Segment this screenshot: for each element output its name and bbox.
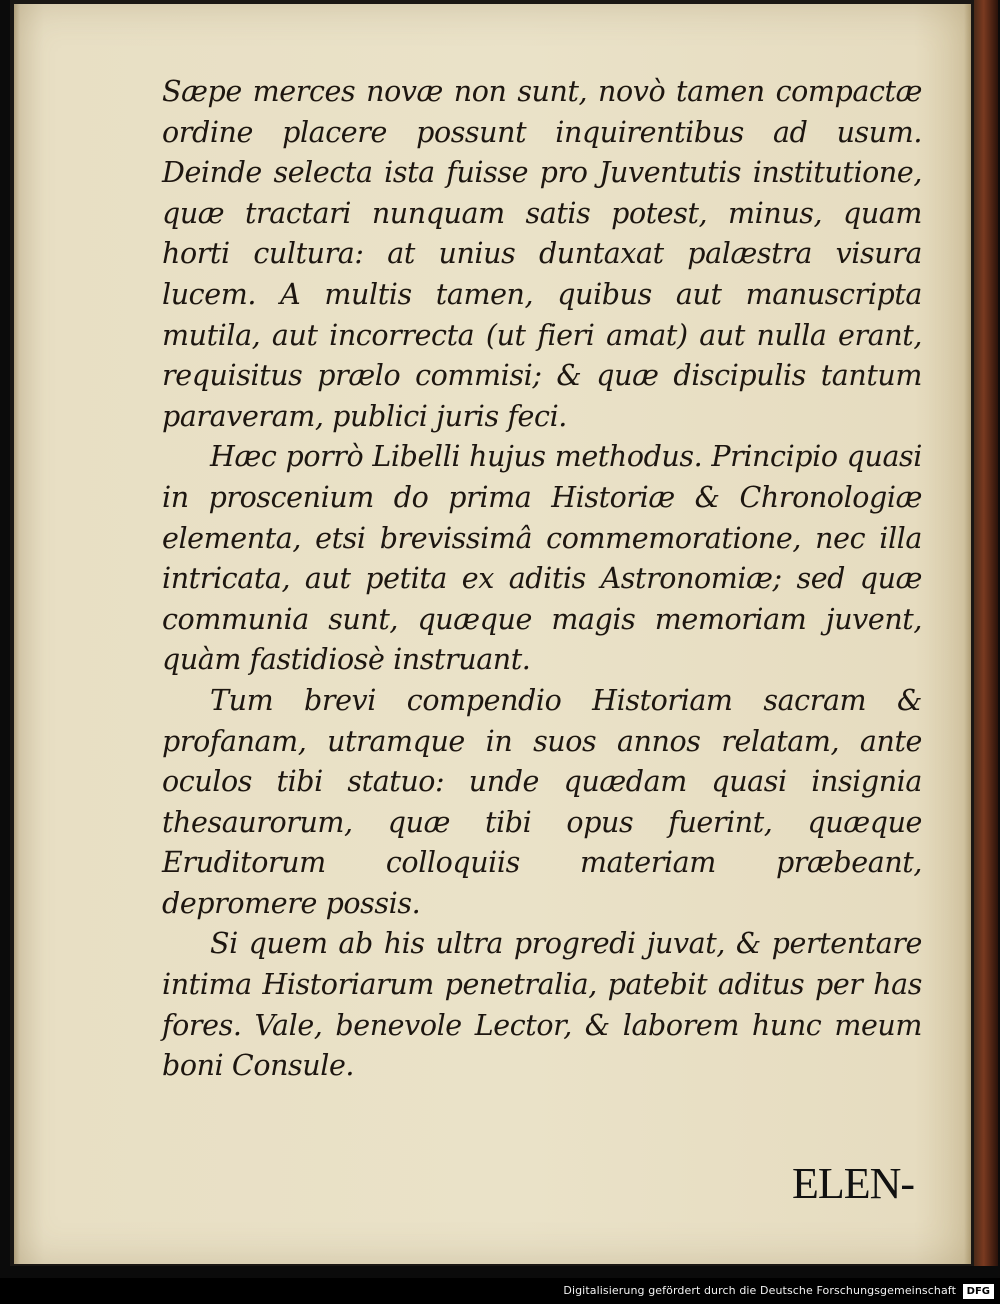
catchword: ELEN- [792, 1159, 915, 1208]
footer-bar [0, 1278, 1000, 1304]
paragraph-2: Hæc porrò Libelli hujus methodus. Principio quasi in proscenium do prima Historiæ & Chronologiæ elementa, etsi brevissimâ commemoratione, nec illa intricata, aut petita ex aditis Astronomiæ; sed quæ communia sunt, quæque magis memoriam juvent, quàm fastidiosè instruant. [162, 440, 922, 677]
funding-credit: Digitalisierung gefördert durch die Deutsche Forschungsgemeinschaft [563, 1284, 956, 1297]
page-body [162, 72, 922, 1087]
book-edge [974, 0, 998, 1266]
dfg-logo-icon: DFG [963, 1284, 994, 1299]
paragraph-1: Sæpe merces novæ non sunt, novò tamen compactæ ordine placere possunt inquirentibus ad usum. Deinde selecta ista fuisse pro Juventutis institutione, quæ tractari nunquam satis potest, minus, quam horti cultura: at unius duntaxat palæstra visura lucem. A multis tamen, quibus aut manuscripta mutila, aut incorrecta (ut fieri amat) aut nulla erant, requisitus prælo commisi; & quæ discipulis tantum paraveram, publici juris feci. [162, 75, 922, 433]
paragraph-3: Tum brevi compendio Historiam sacram & profanam, utramque in suos annos relatam, ante oculos tibi statuo: unde quædam quasi insignia thesaurorum, quæ tibi opus fuerint, quæque Eruditorum colloquiis materiam præbeant, depromere possis. [162, 683, 922, 920]
paragraph-4: Si quem ab his ultra progredi juvat, & pertentare intima Historiarum penetralia, patebit aditus per has fores. Vale, benevole Lector, & laborem hunc meum boni Consule. [162, 927, 922, 1083]
